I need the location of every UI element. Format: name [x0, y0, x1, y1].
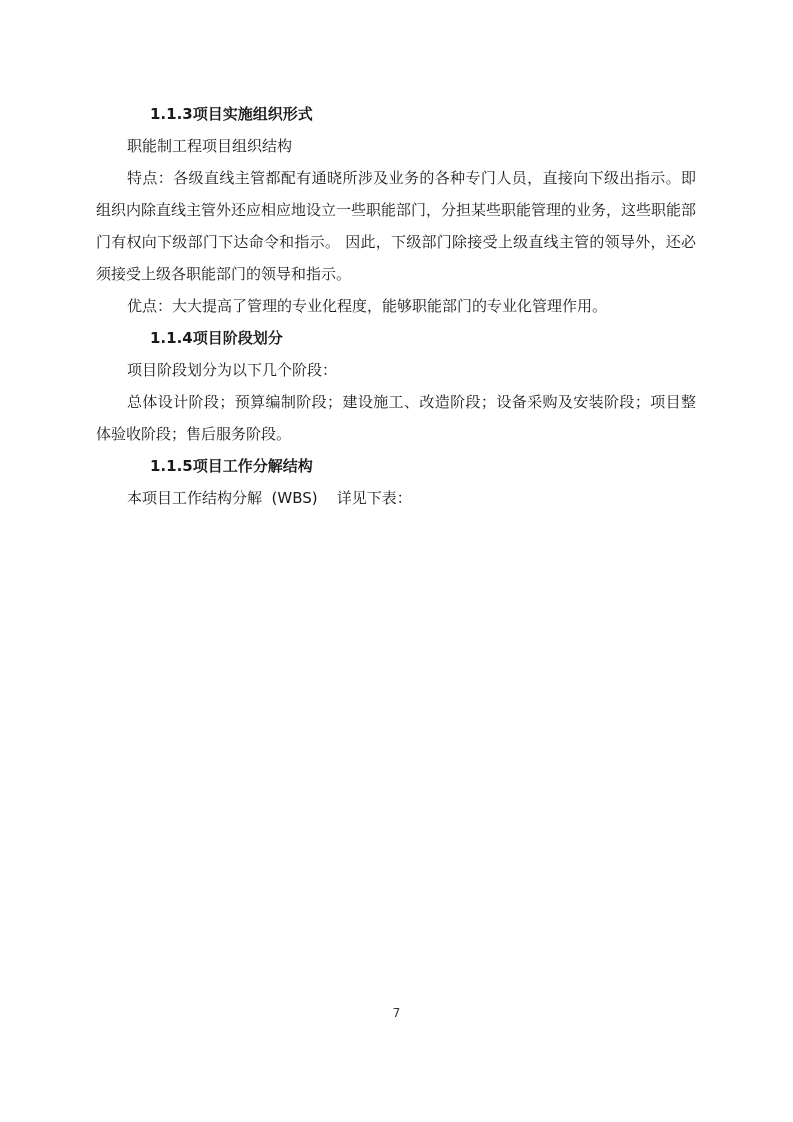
section-heading-1-1-3: 1.1.3项目实施组织形式 [150, 105, 313, 123]
paragraph-advantages: 优点：大大提高了管理的专业化程度，能够职能部门的专业化管理作用。 [127, 297, 608, 315]
page-content [96, 98, 696, 514]
page-number: 7 [392, 1006, 401, 1020]
section-subtitle-org-structure: 职能制工程项目组织结构 [127, 137, 293, 155]
paragraph-phase-list: 总体设计阶段；预算编制阶段；建设施工、改造阶段；设备采购及安装阶段；项目整体验收阶段；售后服务阶段。 [96, 393, 696, 443]
section-heading-1-1-4: 1.1.4项目阶段划分 [150, 329, 283, 347]
section-heading-1-1-5: 1.1.5项目工作分解结构 [150, 457, 313, 475]
paragraph-features: 特点：各级直线主管都配有通晓所涉及业务的各种专门人员，直接向下级出指示。即组织内除直线主管外还应相应地设立一些职能部门，分担某些职能管理的业务，这些职能部门有权向下级部门下达命令和指示。 因此，下级部门除接受上级直线主管的领导外，还必须接受上级各职能部门的领导和指示。 [96, 169, 697, 283]
section-subtitle-phases: 项目阶段划分为以下几个阶段： [127, 361, 338, 379]
section-subtitle-wbs: 本项目工作结构分解 (WBS) 详见下表： [127, 489, 412, 507]
